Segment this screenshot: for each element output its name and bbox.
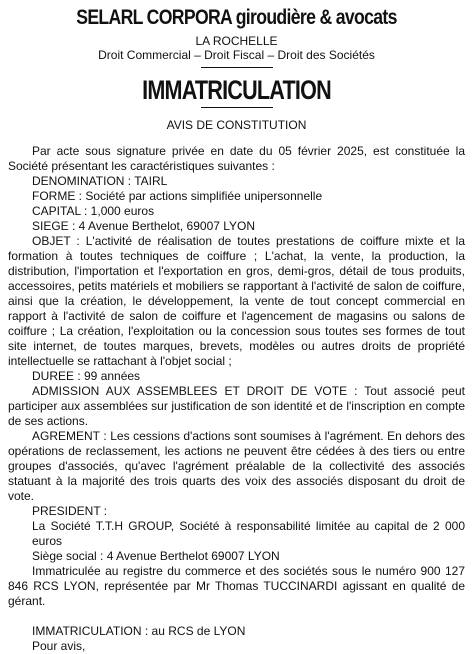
siege-line: SIEGE : 4 Avenue Berthelot, 69007 LYON	[32, 219, 256, 233]
notice-title: IMMATRICULATION	[142, 75, 331, 105]
immatriculation-line: IMMATRICULATION : au RCS de LYON	[32, 624, 246, 638]
notice-body	[8, 144, 465, 654]
forme-line: FORME : Société par actions simplifiée unipersonnelle	[32, 189, 323, 203]
denomination-line: DENOMINATION : TAIRL	[32, 174, 168, 188]
notice-subtitle: AVIS DE CONSTITUTION	[166, 118, 307, 132]
president-company-line: La Société T.T.H GROUP, Société à responsabilité limitée au capital de 2 000 euros	[32, 519, 465, 548]
title-divider	[201, 107, 273, 108]
closing-line: Pour avis,	[32, 639, 86, 653]
admission-paragraph: ADMISSION AUX ASSEMBLEES ET DROIT DE VOTE : Tout associé peut participer aux assemblées sur justification de son identité et de l'inscription en compte de ses actions.	[8, 384, 465, 428]
firm-name: SELARL CORPORA giroudière & avocats	[76, 6, 397, 29]
capital-line: CAPITAL : 1,000 euros	[32, 204, 155, 218]
header-divider	[201, 67, 273, 68]
objet-paragraph: OBJET : L'activité de réalisation de toutes prestations de coiffure mixte et la formation à toutes techniques de coiffure ; L'achat, la vente, la production, la distribution, l'importation et l'exportation en gros, demi-gros, détail de tous produits, accessoires, petits matériels et mobiliers se rapportant à l'activité de salon de coiffure, ainsi que la création, le développement, la vente de tout concept commercial en rapport à l'activité de salon de coiffure et l'agencement de magasins ou salons de coiffure ; La création, l'exploitation ou la concession sous toutes ses formes de tout site internet, de toutes marques, brevets, modèles ou autres droits de propriété intellectuelle se rattachant à l'objet social ;	[8, 234, 465, 368]
firm-city: LA ROCHELLE	[195, 34, 278, 48]
firm-specialties: Droit Commercial – Droit Fiscal – Droit des Sociétés	[98, 48, 375, 62]
intro-paragraph: Par acte sous signature privée en date du 05 février 2025, est constituée la Société présentant les caractéristiques suivantes :	[8, 144, 465, 173]
president-registration-paragraph: Immatriculée au registre du commerce et des sociétés sous le numéro 900 127 846 RCS LYON, représentée par Mr Thomas TUCCINARDI agissant en qualité de gérant.	[8, 564, 465, 608]
president-label: PRESIDENT :	[32, 504, 108, 518]
president-siege-line: Siège social : 4 Avenue Berthelot 69007 LYON	[32, 549, 280, 563]
agrement-paragraph: AGREMENT : Les cessions d'actions sont soumises à l'agrément. En dehors des opérations de reclassement, les actions ne peuvent être cédées à des tiers ou entre groupes d'associés, qu'avec l'agrément préalable de la collectivité des associés statuant à la majorité des trois quarts des voix des associés disposant du droit de vote.	[8, 429, 465, 503]
duree-line: DUREE : 99 années	[32, 369, 141, 383]
paragraph-spacer	[8, 609, 465, 624]
